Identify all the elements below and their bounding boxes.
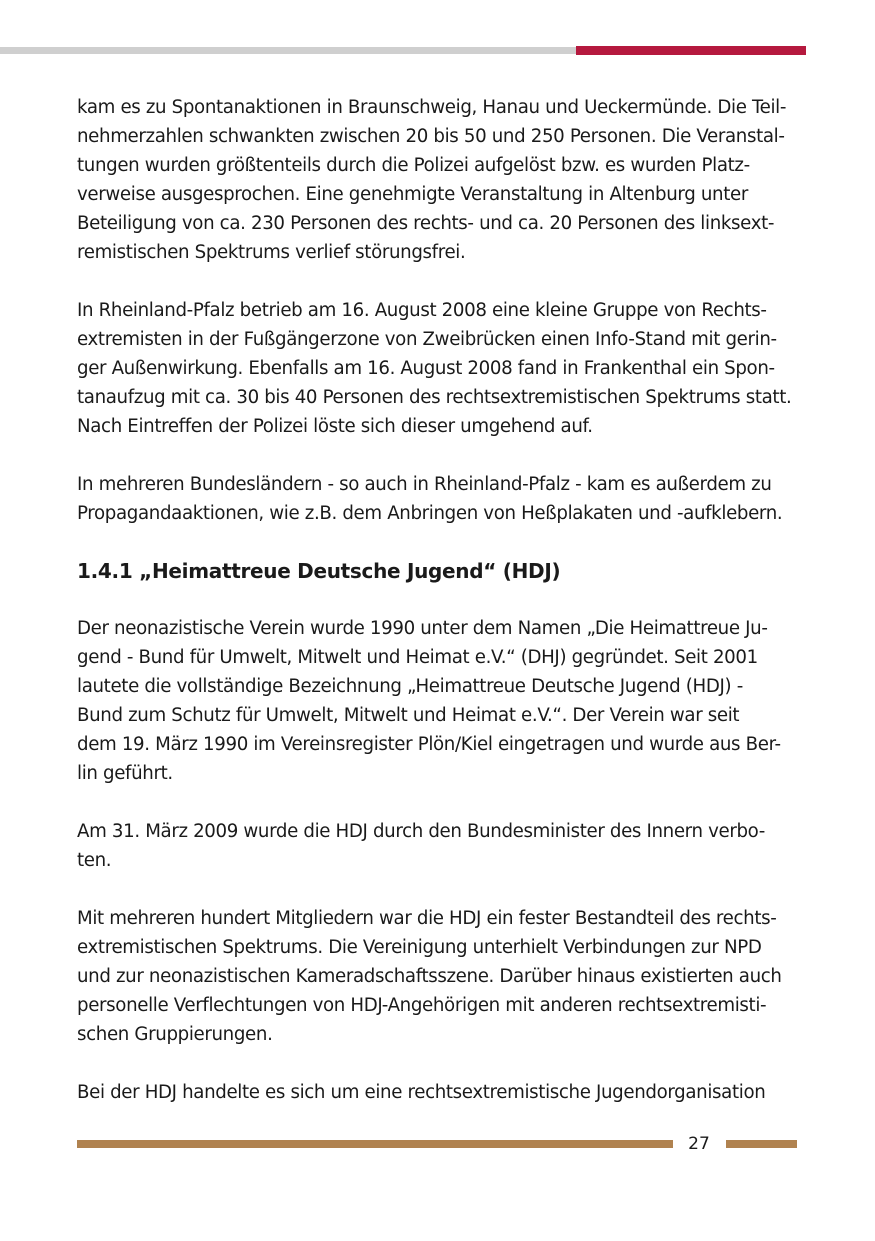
text-line: In Rheinland-Pfalz betrieb am 16. August 2008 eine kleine Gruppe von Rechts- — [77, 300, 767, 321]
paragraph-propaganda — [77, 470, 807, 528]
text-line: und zur neonazistischen Kameradschaftsszene. Darüber hinaus existierten auch — [77, 966, 782, 987]
text-line: Am 31. März 2009 wurde die HDJ durch den Bundesminister des Innern verbo- — [77, 821, 765, 842]
footer-rule-left — [77, 1140, 673, 1148]
text-line: lautete die vollständige Bezeichnung „Heimattreue Deutsche Jugend (HDJ) - — [77, 676, 743, 697]
text-line: tanaufzug mit ca. 30 bis 40 Personen des rechtsextremistischen Spektrums statt. — [77, 387, 792, 408]
text-line: Mit mehreren hundert Mitgliedern war die HDJ ein fester Bestandteil des rechts- — [77, 908, 777, 929]
text-line: In mehreren Bundesländern - so auch in Rheinland-Pfalz - kam es außerdem zu — [77, 474, 772, 495]
text-line: ger Außenwirkung. Ebenfalls am 16. August 2008 fand in Frankenthal ein Spon- — [77, 358, 775, 379]
text-line: kam es zu Spontanaktionen in Braunschweig, Hanau und Ueckermünde. Die Teil- — [77, 97, 787, 118]
paragraph-hdj-organisation — [77, 1078, 807, 1107]
text-line: Nach Eintreffen der Polizei löste sich dieser umgehend auf. — [77, 416, 593, 437]
paragraph-rheinland-pfalz — [77, 296, 807, 441]
text-line: extremisten in der Fußgängerzone von Zweibrücken einen Info-Stand mit gerin- — [77, 329, 777, 350]
paragraph-hdj-founding — [77, 614, 807, 788]
text-line: remistischen Spektrums verlief störungsfrei. — [77, 242, 466, 263]
text-line: Der neonazistische Verein wurde 1990 unter dem Namen „Die Heimattreue Ju- — [77, 618, 768, 639]
text-line: Bund zum Schutz für Umwelt, Mitwelt und Heimat e.V.“. Der Verein war seit — [77, 705, 740, 726]
section-heading: 1.4.1 „Heimattreue Deutsche Jugend“ (HDJ) — [77, 559, 561, 583]
text-line: lin geführt. — [77, 763, 173, 784]
text-line: Propagandaaktionen, wie z.B. dem Anbringen von Heßplakaten und -aufklebern. — [77, 503, 783, 524]
paragraph-spontaneous-actions — [77, 93, 807, 267]
page-number: 27 — [688, 1134, 710, 1154]
text-line: tungen wurden größtenteils durch die Polizei aufgelöst bzw. es wurden Platz- — [77, 155, 750, 176]
text-line: verweise ausgesprochen. Eine genehmigte Veranstaltung in Altenburg unter — [77, 184, 748, 205]
text-line: personelle Verflechtungen von HDJ-Angehörigen mit anderen rechtsextremisti- — [77, 995, 767, 1016]
text-line: gend - Bund für Umwelt, Mitwelt und Heimat e.V.“ (DHJ) gegründet. Seit 2001 — [77, 647, 758, 668]
text-line: schen Gruppierungen. — [77, 1024, 273, 1045]
text-line: Bei der HDJ handelte es sich um eine rechtsextremistische Jugendorganisation — [77, 1082, 766, 1103]
header-rule-accent — [576, 46, 806, 55]
text-line: nehmerzahlen schwankten zwischen 20 bis 50 und 250 Personen. Die Veranstal- — [77, 126, 785, 147]
text-line: dem 19. März 1990 im Vereinsregister Plön/Kiel eingetragen und wurde aus Ber- — [77, 734, 781, 755]
paragraph-hdj-ban — [77, 817, 807, 875]
text-line: ten. — [77, 850, 112, 871]
header-rule-grey — [0, 47, 576, 54]
footer-rule-right — [726, 1140, 797, 1148]
text-line: extremistischen Spektrums. Die Vereinigung unterhielt Verbindungen zur NPD — [77, 937, 762, 958]
paragraph-hdj-members — [77, 904, 807, 1049]
page-body — [77, 93, 807, 1107]
text-line: Beteiligung von ca. 230 Personen des rechts- und ca. 20 Personen des linksext- — [77, 213, 775, 234]
